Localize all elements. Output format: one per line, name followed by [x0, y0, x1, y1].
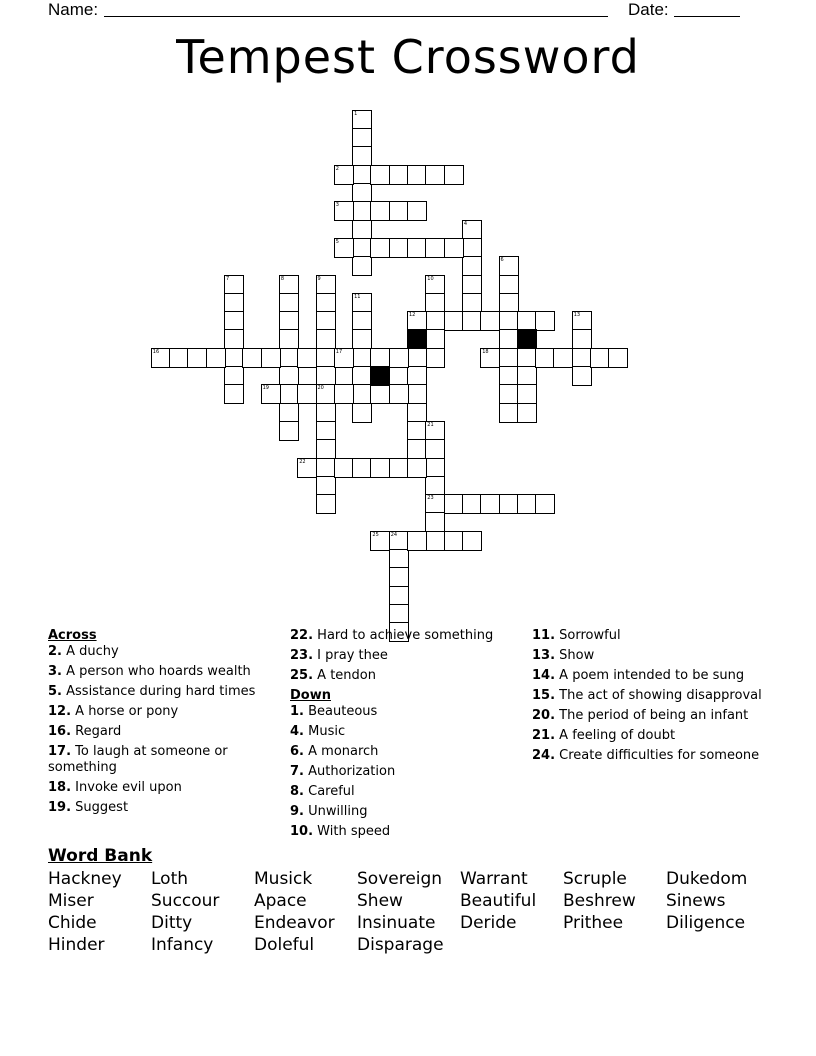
crossword-cell[interactable]	[316, 403, 336, 423]
crossword-cell[interactable]	[316, 494, 336, 514]
cell-number: 15	[518, 330, 526, 337]
cell-number: 2	[335, 165, 339, 172]
crossword-cell[interactable]	[224, 329, 244, 349]
crossword-cell[interactable]	[425, 531, 445, 551]
clue-number: 8.	[290, 784, 304, 799]
crossword-cell[interactable]	[499, 275, 519, 295]
cell-number: 7	[226, 275, 230, 282]
word-bank-item: Diligence	[666, 913, 746, 933]
crossword-cell[interactable]	[462, 238, 482, 258]
cell-number: 5	[335, 238, 339, 245]
crossword-black-cell	[517, 329, 537, 349]
clue-text: Hard to achieve something	[317, 628, 494, 643]
clue-number: 6.	[290, 744, 304, 759]
crossword-cell[interactable]	[224, 384, 244, 404]
clue-text: A poem intended to be sung	[559, 668, 745, 683]
crossword-cell[interactable]	[517, 384, 537, 404]
clue-number: 21.	[532, 728, 556, 743]
crossword-cell[interactable]	[389, 531, 409, 551]
cell-number: 3	[335, 202, 339, 209]
clues-column-3	[532, 628, 772, 768]
crossword-cell[interactable]	[316, 476, 336, 496]
word-bank-item: Shew	[357, 891, 403, 911]
crossword-cell[interactable]	[499, 348, 519, 368]
crossword-cell[interactable]	[462, 494, 482, 514]
crossword-cell[interactable]	[242, 348, 262, 368]
crossword-cell[interactable]	[352, 348, 372, 368]
crossword-cell[interactable]	[297, 458, 317, 478]
across-heading: Across	[48, 628, 97, 643]
crossword-cell[interactable]	[480, 348, 500, 368]
crossword-cell[interactable]	[444, 531, 464, 551]
clue-across	[48, 800, 278, 816]
crossword-cell[interactable]	[279, 421, 299, 441]
word-bank-item: Beshrew	[563, 891, 636, 911]
crossword-cell[interactable]	[316, 348, 336, 368]
crossword-cell[interactable]	[352, 329, 372, 349]
word-bank-item: Hinder	[48, 935, 105, 955]
crossword-cell[interactable]	[425, 476, 445, 496]
crossword-cell[interactable]	[352, 201, 372, 221]
word-bank-title: Word Bank	[48, 846, 153, 866]
clue-text: Create difficulties for someone	[559, 748, 760, 763]
crossword-cell[interactable]	[407, 165, 427, 185]
crossword-cell[interactable]	[425, 494, 445, 514]
word-bank-item: Hackney	[48, 869, 122, 889]
crossword-cell[interactable]	[370, 348, 390, 368]
crossword-cell[interactable]	[279, 329, 299, 349]
crossword-cell[interactable]	[389, 458, 409, 478]
crossword-cell[interactable]	[316, 458, 336, 478]
clue-down	[290, 784, 522, 800]
crossword-cell[interactable]	[407, 421, 427, 441]
clue-across	[48, 644, 278, 660]
crossword-cell[interactable]	[352, 256, 372, 276]
crossword-cell[interactable]	[407, 366, 427, 386]
crossword-cell[interactable]	[370, 458, 390, 478]
crossword-cell[interactable]	[334, 201, 354, 221]
crossword-cell[interactable]	[279, 366, 299, 386]
page-title: Tempest Crossword	[176, 30, 640, 84]
clue-down	[290, 824, 522, 840]
crossword-cell[interactable]	[352, 311, 372, 331]
clue-number: 14.	[532, 668, 556, 683]
crossword-cell[interactable]	[389, 586, 409, 606]
down-heading: Down	[290, 688, 331, 703]
cell-number: 11	[354, 293, 361, 300]
word-bank-item: Doleful	[254, 935, 315, 955]
clue-down	[290, 704, 522, 720]
clue-down	[532, 728, 772, 744]
clue-text: Unwilling	[308, 804, 368, 819]
word-bank-item: Infancy	[151, 935, 214, 955]
clue-text: Careful	[308, 784, 355, 799]
crossword-cell[interactable]	[407, 439, 427, 459]
crossword-cell[interactable]	[462, 311, 482, 331]
crossword-cell[interactable]	[352, 366, 372, 386]
crossword-cell[interactable]	[444, 494, 464, 514]
word-bank-item: Chide	[48, 913, 97, 933]
word-bank-item: Succour	[151, 891, 220, 911]
cell-number: 17	[335, 348, 343, 355]
cell-number: 14	[409, 330, 416, 337]
clue-text: To laugh at someone or something	[48, 744, 228, 775]
clue-number: 18.	[48, 780, 72, 795]
crossword-cell[interactable]	[352, 220, 372, 240]
crossword-cell[interactable]	[444, 238, 464, 258]
crossword-cell[interactable]	[352, 384, 372, 404]
word-bank-item: Insinuate	[357, 913, 436, 933]
clue-across	[48, 780, 278, 796]
crossword-cell[interactable]	[425, 238, 445, 258]
word-bank-item: Sinews	[666, 891, 726, 911]
word-bank-item: Endeavor	[254, 913, 335, 933]
word-bank-item: Sovereign	[357, 869, 443, 889]
clue-down	[532, 648, 772, 664]
clue-number: 7.	[290, 764, 304, 779]
clue-down	[532, 688, 772, 704]
crossword-cell[interactable]	[572, 329, 592, 349]
word-bank	[48, 868, 768, 956]
crossword-black-cell	[370, 366, 390, 386]
clue-number: 10.	[290, 824, 314, 839]
crossword-cell[interactable]	[279, 275, 299, 295]
cell-number: 22	[299, 458, 306, 465]
word-bank-item: Prithee	[563, 913, 624, 933]
clue-text: A tendon	[317, 668, 376, 683]
crossword-cell[interactable]	[316, 439, 336, 459]
crossword-cell[interactable]	[169, 348, 189, 368]
cell-number: 21	[427, 421, 434, 428]
clue-text: With speed	[317, 824, 391, 839]
crossword-cell[interactable]	[206, 348, 226, 368]
clue-text: A feeling of doubt	[559, 728, 676, 743]
crossword-cell[interactable]	[425, 293, 445, 313]
crossword-cell[interactable]	[407, 531, 427, 551]
crossword-cell[interactable]	[279, 293, 299, 313]
clue-number: 11.	[532, 628, 556, 643]
crossword-cell[interactable]	[370, 238, 390, 258]
word-bank-item: Beautiful	[460, 891, 537, 911]
crossword-cell[interactable]	[334, 458, 354, 478]
clue-across	[290, 628, 522, 644]
crossword-cell[interactable]	[572, 311, 592, 331]
cell-number: 23	[427, 495, 434, 502]
crossword-cell[interactable]	[425, 458, 445, 478]
crossword-cell[interactable]	[187, 348, 207, 368]
clue-down	[532, 668, 772, 684]
crossword-cell[interactable]	[352, 458, 372, 478]
clue-text: Sorrowful	[559, 628, 621, 643]
crossword-cell[interactable]	[370, 531, 390, 551]
crossword-cell[interactable]	[389, 567, 409, 587]
clue-number: 4.	[290, 724, 304, 739]
crossword-cell[interactable]	[297, 384, 317, 404]
clue-down	[532, 748, 772, 764]
crossword-cell[interactable]	[499, 256, 519, 276]
crossword-cell[interactable]	[444, 165, 464, 185]
clue-text: Suggest	[75, 800, 129, 815]
crossword-cell[interactable]	[352, 293, 372, 313]
crossword-cell[interactable]	[407, 384, 427, 404]
clue-text: Show	[559, 648, 595, 663]
clue-number: 3.	[48, 664, 62, 679]
clue-number: 16.	[48, 724, 72, 739]
crossword-cell[interactable]	[553, 348, 573, 368]
crossword-cell[interactable]	[370, 201, 390, 221]
clue-number: 22.	[290, 628, 314, 643]
crossword-cell[interactable]	[462, 293, 482, 313]
word-bank-item: Miser	[48, 891, 94, 911]
crossword-cell[interactable]	[316, 311, 336, 331]
clue-text: I pray thee	[317, 648, 388, 663]
crossword-cell[interactable]	[352, 238, 372, 258]
clue-across	[48, 664, 278, 680]
clue-across	[48, 724, 278, 740]
clue-down	[290, 764, 522, 780]
crossword-cell[interactable]	[151, 348, 171, 368]
crossword-cell[interactable]	[316, 384, 336, 404]
crossword-cell[interactable]	[316, 366, 336, 386]
crossword-cell[interactable]	[389, 384, 409, 404]
crossword-cell[interactable]	[407, 201, 427, 221]
crossword-cell[interactable]	[370, 384, 390, 404]
crossword-black-cell	[407, 329, 427, 349]
clue-text: Invoke evil upon	[75, 780, 182, 795]
clue-number: 19.	[48, 800, 72, 815]
crossword-cell[interactable]	[425, 165, 445, 185]
crossword-cell[interactable]	[389, 238, 409, 258]
crossword-cell[interactable]	[352, 183, 372, 203]
clue-across	[48, 744, 278, 776]
word-bank-item: Musick	[254, 869, 313, 889]
clue-number: 15.	[532, 688, 556, 703]
cell-number: 12	[409, 312, 416, 319]
crossword-cell[interactable]	[316, 421, 336, 441]
crossword-cell[interactable]	[297, 348, 317, 368]
crossword-cell[interactable]	[352, 165, 372, 185]
clue-number: 17.	[48, 744, 72, 759]
crossword-cell[interactable]	[224, 293, 244, 313]
clue-text: The act of showing disapproval	[559, 688, 762, 703]
crossword-cell[interactable]	[517, 366, 537, 386]
cell-number: 24	[390, 531, 398, 538]
crossword-cell[interactable]	[261, 384, 281, 404]
crossword-cell[interactable]	[425, 348, 445, 368]
crossword-cell[interactable]	[462, 256, 482, 276]
crossword-cell[interactable]	[334, 238, 354, 258]
crossword-cell[interactable]	[389, 201, 409, 221]
clue-text: A person who hoards wealth	[66, 664, 251, 679]
cell-number: 25	[372, 531, 379, 538]
clue-text: A horse or pony	[75, 704, 179, 719]
crossword-cell[interactable]	[352, 128, 372, 148]
clue-text: The period of being an infant	[559, 708, 749, 723]
word-bank-item: Ditty	[151, 913, 193, 933]
crossword-cell[interactable]	[425, 329, 445, 349]
crossword-cell[interactable]	[279, 384, 299, 404]
crossword-cell[interactable]	[499, 293, 519, 313]
crossword-cell[interactable]	[499, 329, 519, 349]
clue-text: A monarch	[308, 744, 379, 759]
cell-number: 8	[280, 275, 285, 282]
cell-number: 1	[354, 110, 358, 117]
crossword-cell[interactable]	[316, 275, 336, 295]
clue-number: 1.	[290, 704, 304, 719]
crossword-cell[interactable]	[389, 348, 409, 368]
crossword-cell[interactable]	[535, 494, 555, 514]
clue-number: 5.	[48, 684, 62, 699]
crossword-cell[interactable]	[407, 348, 427, 368]
crossword-cell[interactable]	[608, 348, 628, 368]
cell-number: 19	[262, 385, 269, 392]
crossword-cell[interactable]	[535, 311, 555, 331]
clue-text: Regard	[75, 724, 122, 739]
cell-number: 10	[427, 275, 434, 282]
cell-number: 6	[500, 257, 504, 264]
crossword-cell[interactable]	[261, 348, 281, 368]
clue-text: A duchy	[66, 644, 119, 659]
crossword-cell[interactable]	[352, 403, 372, 423]
crossword-cell[interactable]	[590, 348, 610, 368]
word-bank-item: Warrant	[460, 869, 528, 889]
crossword-cell[interactable]	[389, 549, 409, 569]
cell-number: 20	[317, 385, 324, 392]
crossword-cell[interactable]	[334, 348, 354, 368]
crossword-cell[interactable]	[279, 403, 299, 423]
cell-number: 4	[463, 220, 468, 227]
crossword-cell[interactable]	[334, 384, 354, 404]
crossword-cell[interactable]	[370, 165, 390, 185]
crossword-cell[interactable]	[224, 311, 244, 331]
crossword-cell[interactable]	[535, 348, 555, 368]
crossword-cell[interactable]	[279, 348, 299, 368]
crossword-cell[interactable]	[572, 348, 592, 368]
clue-text: Authorization	[308, 764, 396, 779]
clue-number: 24.	[532, 748, 556, 763]
crossword-cell[interactable]	[352, 146, 372, 166]
crossword-cell[interactable]	[316, 329, 336, 349]
crossword-cell[interactable]	[462, 275, 482, 295]
word-bank-item: Dukedom	[666, 869, 748, 889]
clue-number: 2.	[48, 644, 62, 659]
crossword-cell[interactable]	[224, 366, 244, 386]
crossword-cell[interactable]	[462, 531, 482, 551]
clue-across	[290, 668, 522, 684]
name-label: Name:	[48, 0, 99, 19]
clue-number: 13.	[532, 648, 556, 663]
crossword-cell[interactable]	[389, 604, 409, 624]
word-bank-item: Loth	[151, 869, 189, 889]
crossword-cell[interactable]	[480, 311, 500, 331]
crossword-cell[interactable]	[499, 384, 519, 404]
crossword-cell[interactable]	[425, 275, 445, 295]
crossword-cell[interactable]	[499, 494, 519, 514]
crossword-cell[interactable]	[517, 311, 537, 331]
cell-number: 13	[573, 312, 581, 319]
clue-down	[290, 724, 522, 740]
clue-down	[290, 744, 522, 760]
crossword-cell[interactable]	[572, 366, 592, 386]
word-bank-item: Apace	[254, 891, 307, 911]
word-bank-item: Disparage	[357, 935, 444, 955]
crossword-cell[interactable]	[480, 494, 500, 514]
crossword-cell[interactable]	[224, 275, 244, 295]
word-bank-item: Deride	[460, 913, 517, 933]
clue-text: Assistance during hard times	[66, 684, 256, 699]
clue-across	[48, 704, 278, 720]
clue-number: 20.	[532, 708, 556, 723]
date-label: Date:	[628, 0, 669, 19]
crossword-cell[interactable]	[517, 494, 537, 514]
clues-column-1	[48, 628, 278, 820]
crossword-cell[interactable]	[425, 311, 445, 331]
crossword-cell[interactable]	[444, 311, 464, 331]
crossword-cell[interactable]	[407, 458, 427, 478]
clue-across	[290, 648, 522, 664]
cell-number: 18	[482, 348, 489, 355]
crossword-cell[interactable]	[462, 220, 482, 240]
crossword-cell[interactable]	[279, 311, 299, 331]
crossword-cell[interactable]	[499, 403, 519, 423]
clue-text: Beauteous	[308, 704, 378, 719]
crossword-cell[interactable]	[517, 348, 537, 368]
clue-down	[290, 804, 522, 820]
crossword-cell[interactable]	[334, 165, 354, 185]
word-bank-item: Scruple	[563, 869, 627, 889]
clue-number: 23.	[290, 648, 314, 663]
clue-across	[48, 684, 278, 700]
clue-down	[532, 708, 772, 724]
cell-number: 16	[152, 348, 160, 355]
crossword-cell[interactable]	[407, 403, 427, 423]
crossword-cell[interactable]	[499, 311, 519, 331]
crossword-cell[interactable]	[517, 403, 537, 423]
crossword-cell[interactable]	[425, 439, 445, 459]
crossword-cell[interactable]	[425, 421, 445, 441]
crossword-cell[interactable]	[425, 512, 445, 532]
cell-number: 9	[317, 275, 321, 282]
crossword-cell[interactable]	[316, 293, 336, 313]
crossword-cell[interactable]	[352, 110, 372, 130]
clue-down	[532, 628, 772, 644]
clue-number: 25.	[290, 668, 314, 683]
crossword-cell[interactable]	[224, 348, 244, 368]
crossword-cell[interactable]	[499, 366, 519, 386]
crossword-cell[interactable]	[407, 238, 427, 258]
crossword-cell[interactable]	[389, 165, 409, 185]
clue-number: 12.	[48, 704, 72, 719]
crossword-cell[interactable]	[407, 311, 427, 331]
clue-number: 9.	[290, 804, 304, 819]
clue-text: Music	[308, 724, 346, 739]
clues-column-2	[290, 628, 522, 844]
